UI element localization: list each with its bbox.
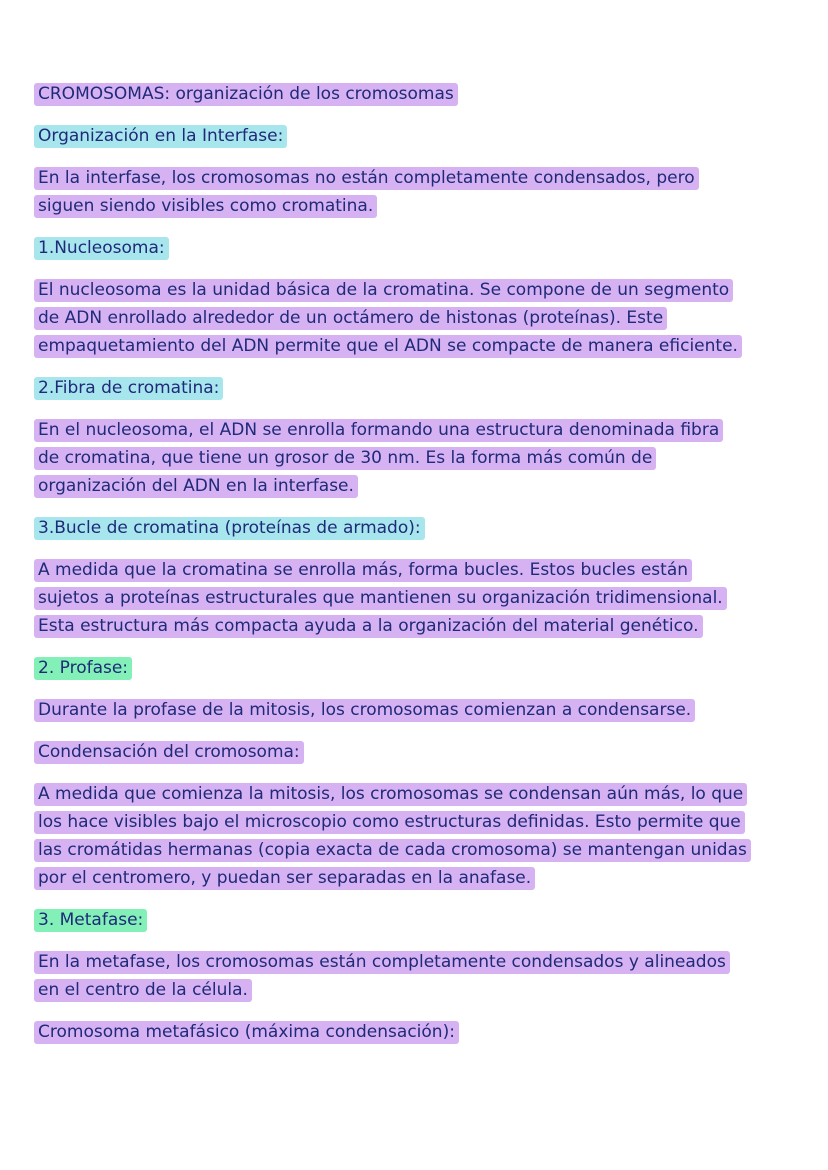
paragraph-line [34,556,804,584]
paragraph-block [34,164,804,220]
heading-block [34,374,804,402]
paragraph-line [34,304,804,332]
subheading-line [34,1018,804,1046]
paragraph-line [34,192,804,220]
subheading-text: Condensación del cromosoma: [34,741,304,764]
document-body [34,80,804,1060]
heading-text: 3.Bucle de cromatina (proteínas de armado): [34,517,425,540]
paragraph-text: A medida que comienza la mitosis, los cromosomas se condensan aún más, lo que [34,783,747,806]
heading-line [34,234,804,262]
heading-block [34,514,804,542]
heading-line [34,374,804,402]
paragraph-line [34,584,804,612]
title-block [34,80,804,108]
paragraph-line [34,332,804,360]
subheading-text: Cromosoma metafásico (máxima condensación): [34,1021,459,1044]
phase-block [34,906,804,934]
paragraph-line [34,864,804,892]
paragraph-block [34,416,804,500]
paragraph-line [34,444,804,472]
paragraph-text: siguen siendo visibles como cromatina. [34,195,377,218]
paragraph-text: empaquetamiento del ADN permite que el ADN se compacte de manera eficiente. [34,335,742,358]
paragraph-text: en el centro de la célula. [34,979,252,1002]
heading-text: 1.Nucleosoma: [34,237,169,260]
paragraph-text: El nucleosoma es la unidad básica de la cromatina. Se compone de un segmento [34,279,733,302]
subheading-line [34,738,804,766]
paragraph-block [34,780,804,892]
paragraph-text: En la metafase, los cromosomas están completamente condensados y alineados [34,951,730,974]
paragraph-line [34,612,804,640]
paragraph-block [34,276,804,360]
paragraph-text: sujetos a proteínas estructurales que mantienen su organización tridimensional. [34,587,727,610]
heading-text: Organización en la Interfase: [34,125,287,148]
paragraph-line [34,836,804,864]
paragraph-line [34,976,804,1004]
paragraph-text: Durante la profase de la mitosis, los cromosomas comienzan a condensarse. [34,699,695,722]
phase-line [34,906,804,934]
phase-text: 2. Profase: [34,657,132,680]
paragraph-line [34,808,804,836]
heading-block [34,234,804,262]
paragraph-block [34,948,804,1004]
title-text: CROMOSOMAS: organización de los cromosomas [34,83,458,106]
paragraph-text: Esta estructura más compacta ayuda a la organización del material genético. [34,615,703,638]
phase-line [34,654,804,682]
paragraph-text: los hace visibles bajo el microscopio como estructuras definidas. Esto permite que [34,811,745,834]
paragraph-line [34,164,804,192]
paragraph-line [34,780,804,808]
phase-text: 3. Metafase: [34,909,147,932]
subheading-block [34,1018,804,1046]
paragraph-line [34,696,804,724]
paragraph-text: En la interfase, los cromosomas no están completamente condensados, pero [34,167,699,190]
paragraph-block [34,696,804,724]
heading-block [34,122,804,150]
heading-line [34,122,804,150]
paragraph-text: de cromatina, que tiene un grosor de 30 nm. Es la forma más común de [34,447,656,470]
phase-block [34,654,804,682]
paragraph-line [34,472,804,500]
paragraph-block [34,556,804,640]
subheading-block [34,738,804,766]
paragraph-line [34,276,804,304]
paragraph-line [34,948,804,976]
paragraph-line [34,416,804,444]
paragraph-text: las cromátidas hermanas (copia exacta de cada cromosoma) se mantengan unidas [34,839,751,862]
heading-text: 2.Fibra de cromatina: [34,377,223,400]
paragraph-text: En el nucleosoma, el ADN se enrolla formando una estructura denominada fibra [34,419,723,442]
paragraph-text: de ADN enrollado alrededor de un octámero de histonas (proteínas). Este [34,307,667,330]
title-line [34,80,804,108]
paragraph-text: por el centromero, y puedan ser separadas en la anafase. [34,867,535,890]
heading-line [34,514,804,542]
paragraph-text: A medida que la cromatina se enrolla más, forma bucles. Estos bucles están [34,559,692,582]
paragraph-text: organización del ADN en la interfase. [34,475,358,498]
